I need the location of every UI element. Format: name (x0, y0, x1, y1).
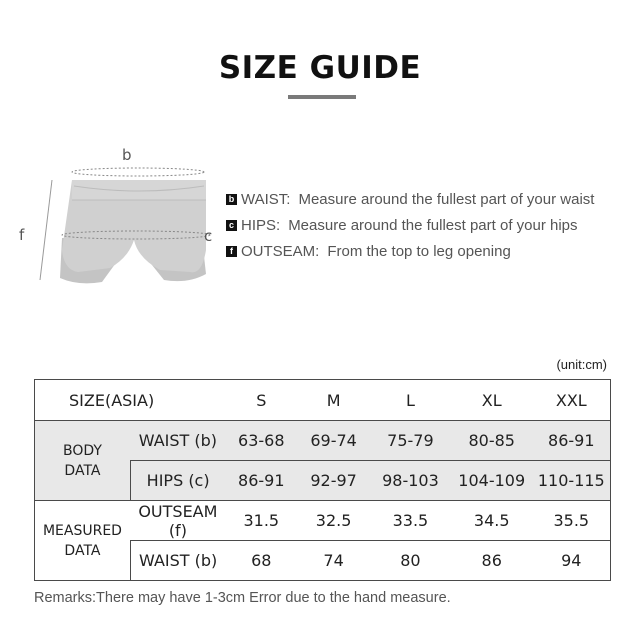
group-label-line: DATA (64, 462, 101, 479)
cell: 32.5 (297, 501, 370, 541)
unit-label: (unit:cm) (556, 357, 607, 372)
size-m: M (297, 380, 370, 421)
legend-desc: Measure around the fullest part of your hips (288, 216, 578, 234)
size-xxl: XXL (533, 380, 611, 421)
cell: 104-109 (451, 461, 533, 501)
label-f: f (19, 226, 25, 244)
cell: 35.5 (533, 501, 611, 541)
label-c: c (204, 227, 213, 245)
cell: 80-85 (451, 421, 533, 461)
measurement-legend (226, 186, 594, 264)
page-title: SIZE GUIDE (218, 50, 422, 86)
cell: 86 (451, 541, 533, 581)
legend-name: HIPS: (241, 216, 281, 234)
cell: 86-91 (225, 461, 297, 501)
cell: 94 (533, 541, 611, 581)
legend-desc: From the top to leg opening (327, 242, 511, 260)
row-label: WAIST (b) (130, 541, 225, 581)
legend-outseam (226, 238, 594, 264)
row-label: HIPS (c) (130, 461, 225, 501)
size-label: SIZE(ASIA) (35, 380, 226, 421)
legend-name: OUTSEAM: (241, 242, 320, 260)
table-row (35, 421, 611, 461)
row-label: WAIST (b) (130, 421, 225, 461)
size-l: L (370, 380, 451, 421)
waist-line (72, 168, 204, 176)
cell: 92-97 (297, 461, 370, 501)
legend-key-b: b (226, 194, 237, 205)
legend-desc: Measure around the fullest part of your waist (298, 190, 595, 208)
cell: 110-115 (533, 461, 611, 501)
size-table (34, 379, 611, 581)
cell: 75-79 (370, 421, 451, 461)
cell: 80 (370, 541, 451, 581)
legend-waist (226, 186, 594, 212)
shorts-illustration (10, 140, 230, 300)
row-label: OUTSEAM (f) (130, 501, 225, 541)
table-row (35, 501, 611, 541)
cell: 86-91 (533, 421, 611, 461)
outseam-line (40, 180, 52, 280)
size-xl: XL (451, 380, 533, 421)
cell: 74 (297, 541, 370, 581)
group-body-data (35, 421, 131, 501)
shorts-diagram (10, 140, 230, 300)
cell: 68 (225, 541, 297, 581)
label-b: b (122, 146, 132, 164)
waistband (72, 180, 206, 200)
table-header-row (35, 380, 611, 421)
group-label-line: BODY (62, 442, 102, 459)
cell: 33.5 (370, 501, 451, 541)
legend-name: WAIST: (241, 190, 291, 208)
cell: 31.5 (225, 501, 297, 541)
cell: 98-103 (370, 461, 451, 501)
group-label-line: MEASURED (42, 522, 122, 539)
legend-key-c: c (226, 220, 237, 231)
title-underline (288, 95, 356, 99)
group-label-line: DATA (64, 542, 101, 559)
legend-hips (226, 212, 594, 238)
cell: 34.5 (451, 501, 533, 541)
size-s: S (225, 380, 297, 421)
remarks-text: Remarks:There may have 1-3cm Error due to the hand measure. (34, 590, 451, 606)
group-measured-data (35, 501, 131, 581)
cell: 69-74 (297, 421, 370, 461)
cell: 63-68 (225, 421, 297, 461)
legend-key-f: f (226, 246, 237, 257)
